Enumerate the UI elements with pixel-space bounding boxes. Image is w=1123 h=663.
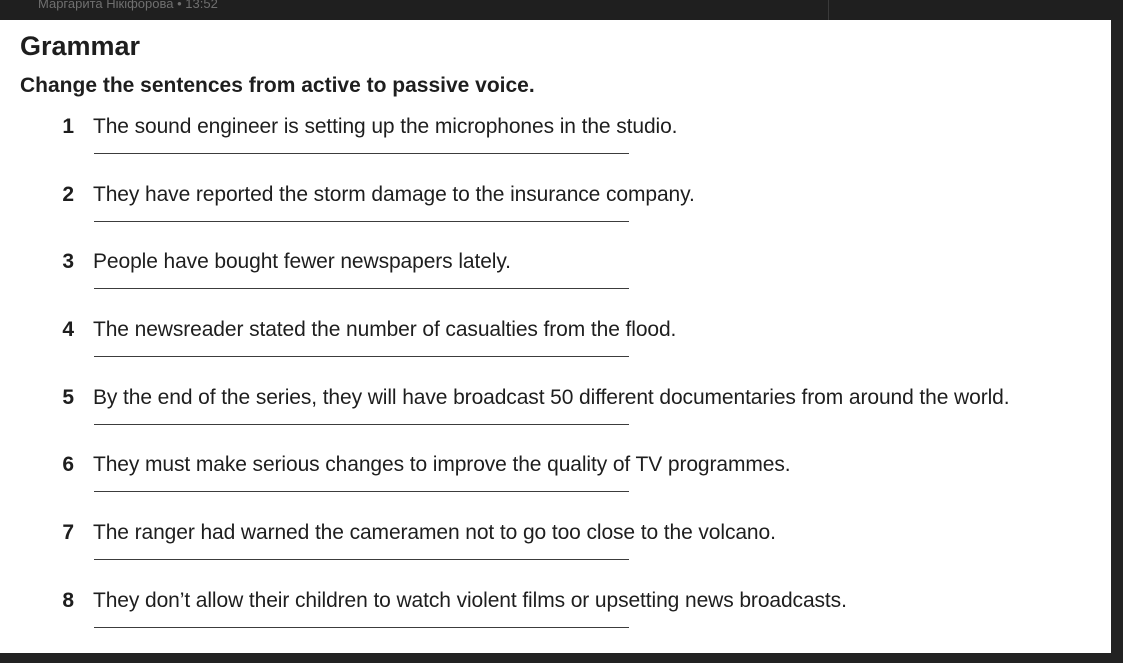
item-number: 2: [62, 183, 74, 206]
top-bar: [0, 0, 1123, 20]
item-number: 4: [62, 318, 74, 341]
item-sentence: The ranger had warned the cameramen not to go too close to the volcano.: [93, 521, 776, 544]
exercise-item: [0, 589, 1111, 649]
item-number: 7: [62, 521, 74, 544]
worksheet-instruction: Change the sentences from active to passive voice.: [20, 74, 535, 97]
answer-line: [94, 288, 629, 289]
exercise-item: [0, 115, 1111, 175]
worksheet-image: [0, 20, 1111, 653]
answer-line: [94, 424, 629, 425]
exercise-item: [0, 183, 1111, 243]
item-number: 6: [62, 453, 74, 476]
answer-line: [94, 221, 629, 222]
item-sentence: They don’t allow their children to watch violent films or upsetting news broadcasts.: [93, 589, 847, 612]
answer-line: [94, 153, 629, 154]
item-number: 1: [62, 115, 74, 138]
exercise-item: [0, 521, 1111, 581]
exercise-item: [0, 453, 1111, 513]
item-sentence: People have bought fewer newspapers lately.: [93, 250, 511, 273]
item-sentence: They have reported the storm damage to the insurance company.: [93, 183, 695, 206]
item-sentence: The newsreader stated the number of casualties from the flood.: [93, 318, 677, 341]
item-number: 5: [62, 386, 74, 409]
author-timestamp: Маргарита Нікіфорова • 13:52: [38, 0, 218, 11]
answer-line: [94, 491, 629, 492]
answer-line: [94, 559, 629, 560]
item-sentence: The sound engineer is setting up the microphones in the studio.: [93, 115, 678, 138]
top-bar-divider: [828, 0, 829, 20]
item-sentence: They must make serious changes to improve the quality of TV programmes.: [93, 453, 791, 476]
item-number: 8: [62, 589, 74, 612]
exercise-item: [0, 318, 1111, 378]
item-number: 3: [62, 250, 74, 273]
exercise-item: [0, 386, 1111, 446]
answer-line: [94, 627, 629, 628]
worksheet-title: Grammar: [20, 31, 141, 61]
answer-line: [94, 356, 629, 357]
exercise-item: [0, 250, 1111, 310]
item-sentence: By the end of the series, they will have broadcast 50 different documentaries from around the world.: [93, 386, 1010, 409]
